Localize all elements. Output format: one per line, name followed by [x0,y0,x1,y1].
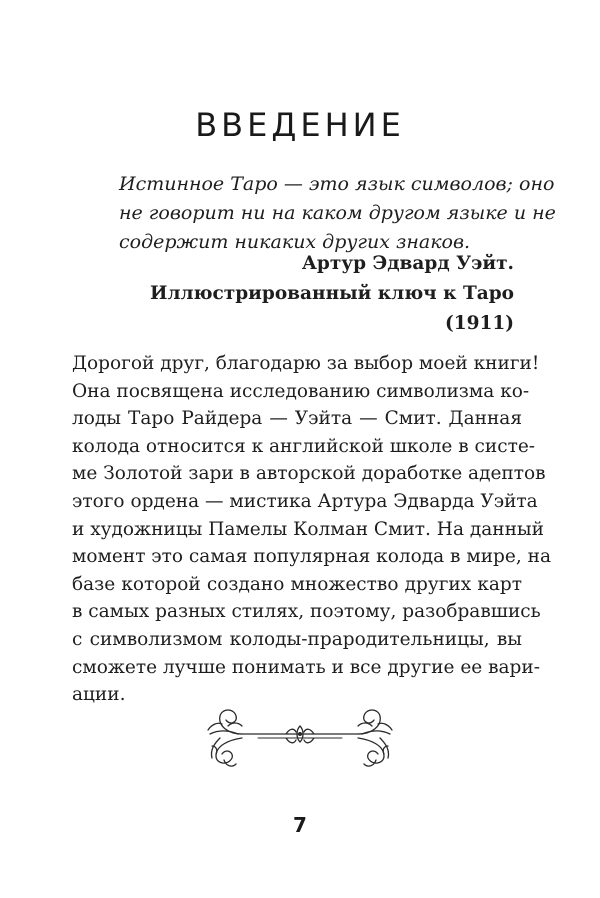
body-line: лоды Таро Райдера — Уэйта — Смит. Данная [72,408,522,430]
body-line: момент это самая популярная колода в мире, на [72,546,551,568]
epigraph [119,170,556,257]
body-line: сможете лучше понимать и все другие ее вари- [72,656,540,678]
body-line: с символизмом колоды-прародительницы, вы [72,628,522,650]
body-line: ме Золотой зари в авторской доработке адептов [72,463,546,485]
epigraph-line: содержит никаких других знаков. [119,231,471,253]
attribution-author: Артур Эдвард Уэйт. [301,253,514,274]
epigraph-line: не говорит ни на каком другом языке и не [119,202,556,224]
epigraph-line: Истинное Таро — это язык символов; оно [119,173,555,195]
body-line: этого ордена — мистика Артура Эдварда Уэйта [72,490,538,512]
floral-scroll-ornament-icon [198,700,402,770]
body-line: базе которой создано множество других карт [72,573,522,595]
body-line: ации. [72,684,126,706]
body-line: Она посвящена исследованию символизма ко- [72,380,530,402]
chapter-title: ВВЕДЕНИЕ [195,106,405,144]
epigraph-attribution [150,249,514,339]
attribution-year: (1911) [445,313,514,334]
body-line: и художницы Памелы Колман Смит. На данный [72,518,544,540]
attribution-work: Иллюстрированный ключ к Таро [149,283,514,304]
body-line: колода относится к английской школе в систе- [72,435,536,457]
body-line: в самых разных стилях, поэтому, разобравшись [72,601,541,623]
body-line: Дорогой друг, благодарю за выбор моей книги! [72,353,540,374]
page-number: 7 [293,813,307,837]
body-paragraph [72,350,551,709]
